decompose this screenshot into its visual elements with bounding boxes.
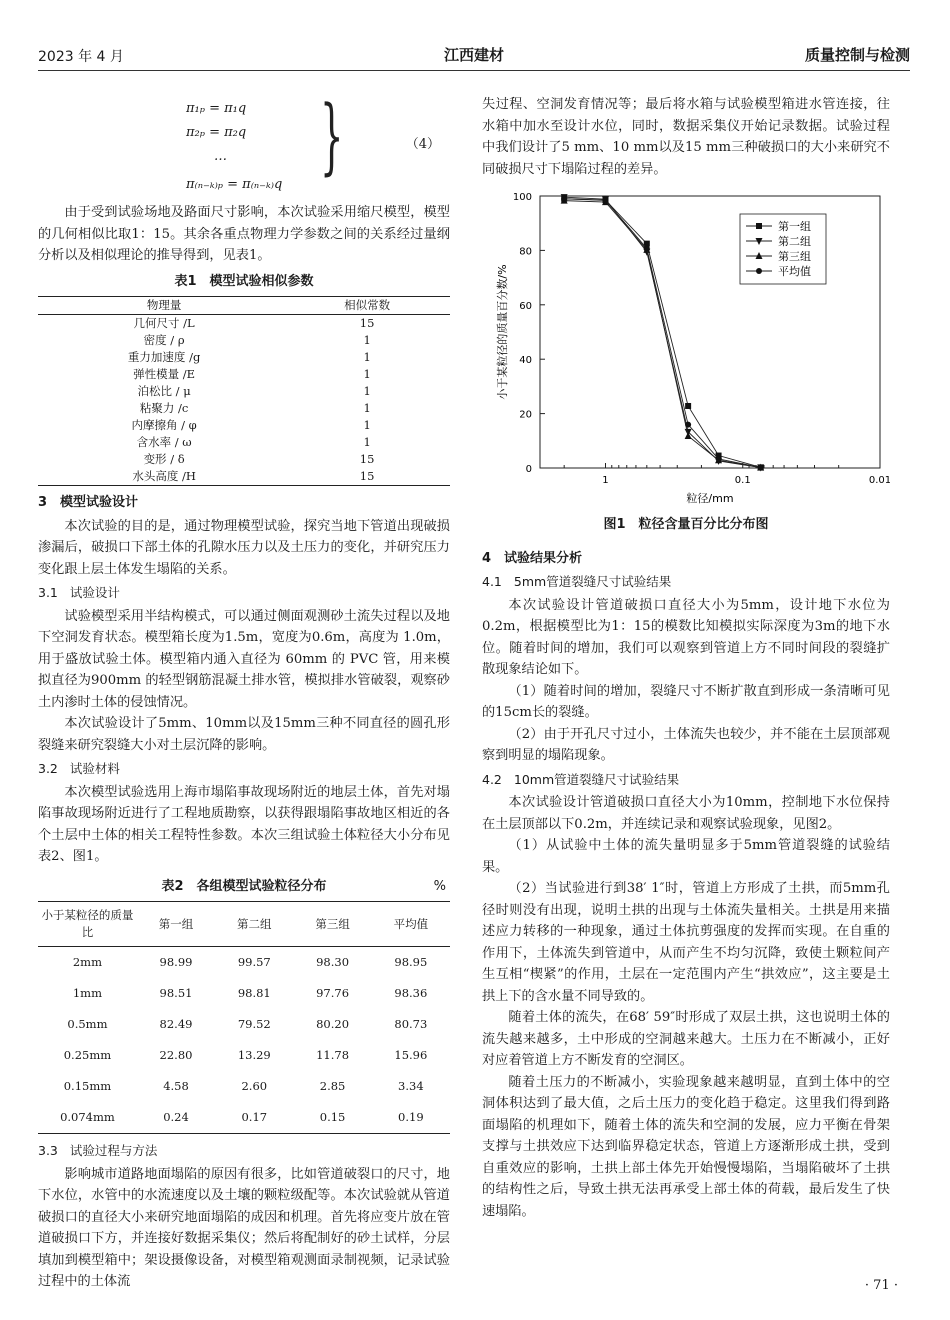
paragraph: 影响城市道路地面塌陷的原因有很多，比如管道破裂口的尺寸，地下水位，水管中的水流速度以及土壤的颗粒级配等。本次试验就从管道破损口的直径大小来研究地面塌陷的成因和机理。首先将应变片放在管道破损口下方，并连接好数据采集仪；然后将配制好的砂土试样，分层填加到模型箱中；架设摄像设备，对模型箱观测面录制视频，记录试验过程中的土体流 bbox=[38, 1166, 450, 1289]
table-cell: 80.73 bbox=[394, 1016, 428, 1031]
table-cell: 弹性模量 /E bbox=[133, 367, 196, 381]
table-row bbox=[38, 947, 450, 979]
table-cell: 变形 / δ bbox=[143, 452, 185, 466]
table-cell: 98.81 bbox=[237, 985, 271, 1000]
table-cell: 2mm bbox=[72, 954, 102, 969]
paragraph: 由于受到试验场地及路面尺寸影响，本次试验采用缩尺模型，模型的几何相似比取1：15。其余各重点物理力学参数之间的关系经过量纲分析以及相似理论的推导得到，见表1。 bbox=[38, 205, 450, 263]
table-cell: 0.074mm bbox=[60, 1109, 115, 1124]
section-3-1-title bbox=[38, 582, 450, 604]
x-tick-label: 0.1 bbox=[734, 475, 751, 486]
data-point-series-4 bbox=[716, 456, 722, 462]
section-3-3-title bbox=[38, 1140, 450, 1162]
data-point-series-1 bbox=[685, 403, 691, 409]
section-title: 试验过程与方法 bbox=[69, 1143, 158, 1158]
table-row bbox=[38, 1102, 450, 1134]
legend-marker bbox=[756, 223, 762, 229]
table-cell: 几何尺寸 /L bbox=[133, 316, 195, 330]
table-cell: 3.34 bbox=[398, 1078, 424, 1093]
table-row bbox=[38, 383, 450, 400]
table-cell: 15 bbox=[359, 469, 375, 483]
table-cell: 0.5mm bbox=[67, 1016, 108, 1031]
section-3-2-title bbox=[38, 758, 450, 780]
equation-line: π₁ₚ = π₁q bbox=[186, 101, 247, 116]
table-row bbox=[38, 1009, 450, 1040]
table1-header: 物理量 bbox=[38, 297, 284, 315]
paragraph: 随着土压力的不断减小，实验现象越来越明显，直到土体中的空洞体积达到了最大值，之后土压力的变化趋于稳定。这里我们得到路面塌陷的机理如下，随着土体的流失和空洞的发展，应力平衡在骨架支撑与土拱效应下达到临界稳定状态，管道上方逐渐形成土拱，受到自重效应的影响，土拱上部土体先开始慢慢塌陷，当塌陷破坏了土拱的结构性之后，导致土拱无法再承受上部土体的荷载，最后发生了快速塌陷。 bbox=[482, 1074, 890, 1219]
series-line-2 bbox=[564, 197, 761, 467]
table-cell: 1mm bbox=[72, 985, 102, 1000]
table-cell: 99.57 bbox=[237, 954, 271, 969]
table2-header: 第三组 bbox=[293, 902, 371, 947]
legend-label: 平均值 bbox=[778, 265, 811, 278]
paragraph: （2）由于开孔尺寸过小，土体流失也较少，并不能在土层顶部观察到明显的塌陷现象。 bbox=[482, 726, 890, 763]
equation-line: … bbox=[214, 149, 227, 164]
table-cell: 4.58 bbox=[163, 1078, 189, 1093]
paragraph: 本次试验设计了5mm、10mm以及15mm三种不同直径的圆孔形裂缝来研究裂缝大小对土层沉降的影响。 bbox=[38, 716, 450, 753]
y-tick-label: 80 bbox=[519, 246, 532, 258]
table-cell: 水头高度 /H bbox=[132, 469, 196, 483]
table-cell: 泊松比 / μ bbox=[137, 384, 191, 398]
plot-frame bbox=[540, 196, 880, 468]
table2-header: 第二组 bbox=[215, 902, 293, 947]
table-cell: 98.99 bbox=[159, 954, 193, 969]
table1 bbox=[38, 296, 450, 486]
table-row bbox=[38, 978, 450, 1009]
table-row bbox=[38, 451, 450, 468]
table-cell: 1 bbox=[363, 401, 371, 415]
table-cell: 98.36 bbox=[394, 985, 428, 1000]
section-number: 3.2 bbox=[38, 761, 58, 776]
table-cell: 15 bbox=[359, 316, 375, 330]
table2-header: 第一组 bbox=[137, 902, 215, 947]
paragraph: 随着土体的流失，在68′ 59″时形成了双层土拱，这也说明土体的流失越来越多，土中形成的空洞越来越大。土压力在不断减小，正好对应着管道上方不断发育的空洞区。 bbox=[482, 1010, 890, 1068]
table2-caption bbox=[38, 876, 450, 898]
table2 bbox=[38, 901, 450, 1134]
data-point-series-4 bbox=[644, 245, 650, 251]
table-cell: 82.49 bbox=[159, 1016, 193, 1031]
table-row bbox=[38, 400, 450, 417]
y-tick-label: 60 bbox=[519, 300, 532, 312]
table2-unit: % bbox=[433, 878, 446, 894]
table-cell: 0.19 bbox=[398, 1109, 424, 1124]
y-tick-label: 20 bbox=[519, 409, 532, 421]
table-cell: 98.95 bbox=[394, 954, 428, 969]
header-journal: 江西建材 bbox=[443, 46, 504, 64]
paragraph: 本次试验设计管道破损口直径大小为5mm，设计地下水位为0.2m，根据模型比为1：15的模数比知模拟实际深度为3m的地下水位。随着时间的增加，我们可以观察到管道上方不同时间段的裂缝扩散现象结论如下。 bbox=[482, 597, 890, 677]
series-line-3 bbox=[564, 201, 761, 468]
equation-number: （4） bbox=[405, 137, 440, 152]
table-cell: 98.51 bbox=[159, 985, 193, 1000]
section-title: 5mm管道裂缝尺寸试验结果 bbox=[513, 574, 672, 589]
table-cell: 重力加速度 /g bbox=[127, 350, 201, 364]
table-cell: 22.80 bbox=[159, 1047, 193, 1062]
table-cell: 含水率 / ω bbox=[136, 435, 192, 449]
data-point-series-4 bbox=[758, 464, 764, 470]
header-section: 质量控制与检测 bbox=[804, 46, 910, 64]
table-row bbox=[38, 1071, 450, 1102]
table-cell: 0.15 bbox=[319, 1109, 346, 1124]
figure-1 bbox=[482, 180, 890, 510]
table-cell: 15.96 bbox=[394, 1047, 428, 1062]
paragraph: （1）从试验中土体的流失量明显多于5mm管道裂缝的试验结果。 bbox=[482, 838, 890, 875]
grain-size-chart bbox=[482, 180, 890, 510]
y-tick-label: 40 bbox=[519, 355, 532, 367]
table-row bbox=[38, 434, 450, 451]
series-line-4 bbox=[564, 199, 761, 468]
paragraph: （2）当试验进行到38′ 1″时，管道上方形成了土拱，而5mm孔径时则没有出现，说明土拱的出现与土体流失量相关。土拱是用来描述应力转移的一种现象，通过土体抗剪强度的发挥而实现。在自重的作用下，土体流失到管道中，从而产生不均匀沉降，致使土颗粒间产生互相“楔紧”的作用，土层在一定范围内产生“拱效应”，这主要是土拱上下的含水量不同导致的。 bbox=[482, 881, 890, 1004]
data-point-series-4 bbox=[602, 197, 608, 203]
figure-1-caption: 图1 粒径含量百分比分布图 bbox=[603, 517, 769, 532]
table-cell: 0.15mm bbox=[63, 1078, 112, 1093]
table-cell: 1 bbox=[363, 350, 371, 364]
table-cell: 密度 / ρ bbox=[143, 333, 185, 347]
table2-header: 小于某粒径的质量比 bbox=[38, 902, 137, 947]
legend-marker bbox=[756, 268, 762, 274]
paragraph: 试验模型采用半结构模式，可以通过侧面观测砂土流失过程以及地下空洞发育状态。模型箱长度为1.5m，宽度为0.6m，高度为 1.0m，用于盛放试验土体。模型箱内通入直径为 60mm 的 PVC 管，用来模拟直径为900mm 的轻型钢筋混凝土排水管，模拟排水管破裂，观察砂土内渗时土体的侵蚀情况。 bbox=[38, 608, 450, 710]
table-cell: 1 bbox=[363, 418, 371, 432]
y-axis-label: 小于某粒径的质量百分数/% bbox=[496, 264, 509, 400]
table-cell: 98.30 bbox=[316, 954, 350, 969]
paragraph: 本次试验的目的是，通过物理模型试验，探究当地下管道出现破损渗漏后，破损口下部土体的孔隙水压力以及土压力的变化，并研究压力变化跟上层土体发生塌陷的关系。 bbox=[38, 518, 450, 577]
table-cell: 0.17 bbox=[241, 1109, 268, 1124]
section-4-2-title bbox=[482, 769, 890, 791]
section-number: 4.2 bbox=[482, 771, 502, 787]
x-tick-label: 1 bbox=[602, 475, 609, 486]
table-row bbox=[38, 366, 450, 383]
section-3-title: 3 模型试验设计 bbox=[38, 495, 139, 510]
data-point-series-4 bbox=[561, 196, 567, 202]
table-row bbox=[38, 349, 450, 366]
equation-4 bbox=[38, 89, 450, 202]
page-header bbox=[38, 44, 910, 71]
right-brace: } bbox=[320, 89, 344, 184]
table-cell: 11.78 bbox=[316, 1047, 350, 1062]
right-column bbox=[482, 94, 890, 1222]
section-title: 10mm管道裂缝尺寸试验结果 bbox=[513, 771, 680, 787]
page-number: · 71 · bbox=[864, 1278, 898, 1293]
x-tick-label: 0.01 bbox=[868, 475, 890, 486]
table-cell: 1 bbox=[363, 384, 371, 398]
data-point-series-3 bbox=[685, 432, 692, 439]
legend-label: 第二组 bbox=[778, 235, 811, 248]
table-row bbox=[38, 417, 450, 434]
header-date: 2023 年 4 月 bbox=[38, 49, 124, 65]
section-number: 3.1 bbox=[38, 585, 58, 600]
table-cell: 内摩擦角 / φ bbox=[131, 418, 197, 432]
table-row bbox=[38, 468, 450, 486]
section-title: 试验材料 bbox=[69, 761, 120, 776]
section-4-title: 4 试验结果分析 bbox=[482, 550, 583, 566]
paragraph: 本次试验设计管道破损口直径大小为10mm，控制地下水位保持在土层顶部以下0.2m，并连续记录和观察试验现象，见图2。 bbox=[482, 795, 890, 832]
table-cell: 1 bbox=[363, 333, 371, 347]
paragraph: 本次模型试验选用上海市塌陷事故现场附近的地层土体，首先对塌陷事故现场附近进行了工程地质勘察，以获得跟塌陷事故地区相近的各个土层中土体的相关工程特性参数。本次三组试验土体粒径大小分布见表2、图1。 bbox=[38, 784, 450, 864]
y-tick-label: 0 bbox=[525, 464, 532, 475]
data-point-series-4 bbox=[685, 422, 691, 428]
table-row bbox=[38, 1040, 450, 1071]
table-cell: 2.60 bbox=[241, 1078, 268, 1093]
table1-caption: 表1 模型试验相似参数 bbox=[174, 273, 314, 289]
table-cell: 79.52 bbox=[237, 1016, 271, 1031]
table-cell: 80.20 bbox=[316, 1016, 350, 1031]
table2-title: 表2 各组模型试验粒径分布 bbox=[161, 878, 327, 894]
table-cell: 15 bbox=[359, 452, 375, 466]
table-cell: 13.29 bbox=[237, 1047, 271, 1062]
table-cell: 粘聚力 /c bbox=[139, 401, 189, 415]
table-cell: 0.25mm bbox=[63, 1047, 112, 1062]
series-line-1 bbox=[564, 199, 761, 468]
table1-header: 相似常数 bbox=[284, 297, 450, 315]
section-number: 4.1 bbox=[482, 574, 502, 589]
equation-line: π₂ₚ = π₂q bbox=[186, 125, 247, 140]
left-column bbox=[38, 89, 450, 1293]
x-axis-label: 粒径/mm bbox=[686, 492, 734, 505]
equation-line: π₍ₙ₋ₖ₎ₚ = π₍ₙ₋ₖ₎q bbox=[186, 177, 283, 192]
y-tick-label: 100 bbox=[512, 192, 532, 203]
paragraph: （1）随着时间的增加，裂缝尺寸不断扩散直到形成一条清晰可见的15cm长的裂缝。 bbox=[482, 683, 890, 720]
section-number: 3.3 bbox=[38, 1143, 58, 1158]
table2-header: 平均值 bbox=[372, 902, 450, 947]
table-row bbox=[38, 332, 450, 349]
paragraph: 失过程、空洞发育情况等；最后将水箱与试验模型箱进水管连接，往水箱中加水至设计水位，同时，数据采集仪开始记录数据。试验过程中我们设计了5 mm、10 mm以及15 mm三种破损口的大小来研究不同破损尺寸下塌陷过程的差异。 bbox=[482, 97, 890, 177]
table-cell: 0.24 bbox=[163, 1109, 189, 1124]
legend-label: 第三组 bbox=[778, 250, 811, 263]
table-cell: 1 bbox=[363, 435, 371, 449]
section-title: 试验设计 bbox=[69, 585, 120, 600]
section-4-1-title bbox=[482, 571, 890, 593]
table-cell: 97.76 bbox=[316, 985, 350, 1000]
table-cell: 1 bbox=[363, 367, 371, 381]
legend-label: 第一组 bbox=[778, 220, 811, 233]
table-row bbox=[38, 315, 450, 333]
table-cell: 2.85 bbox=[319, 1078, 346, 1093]
